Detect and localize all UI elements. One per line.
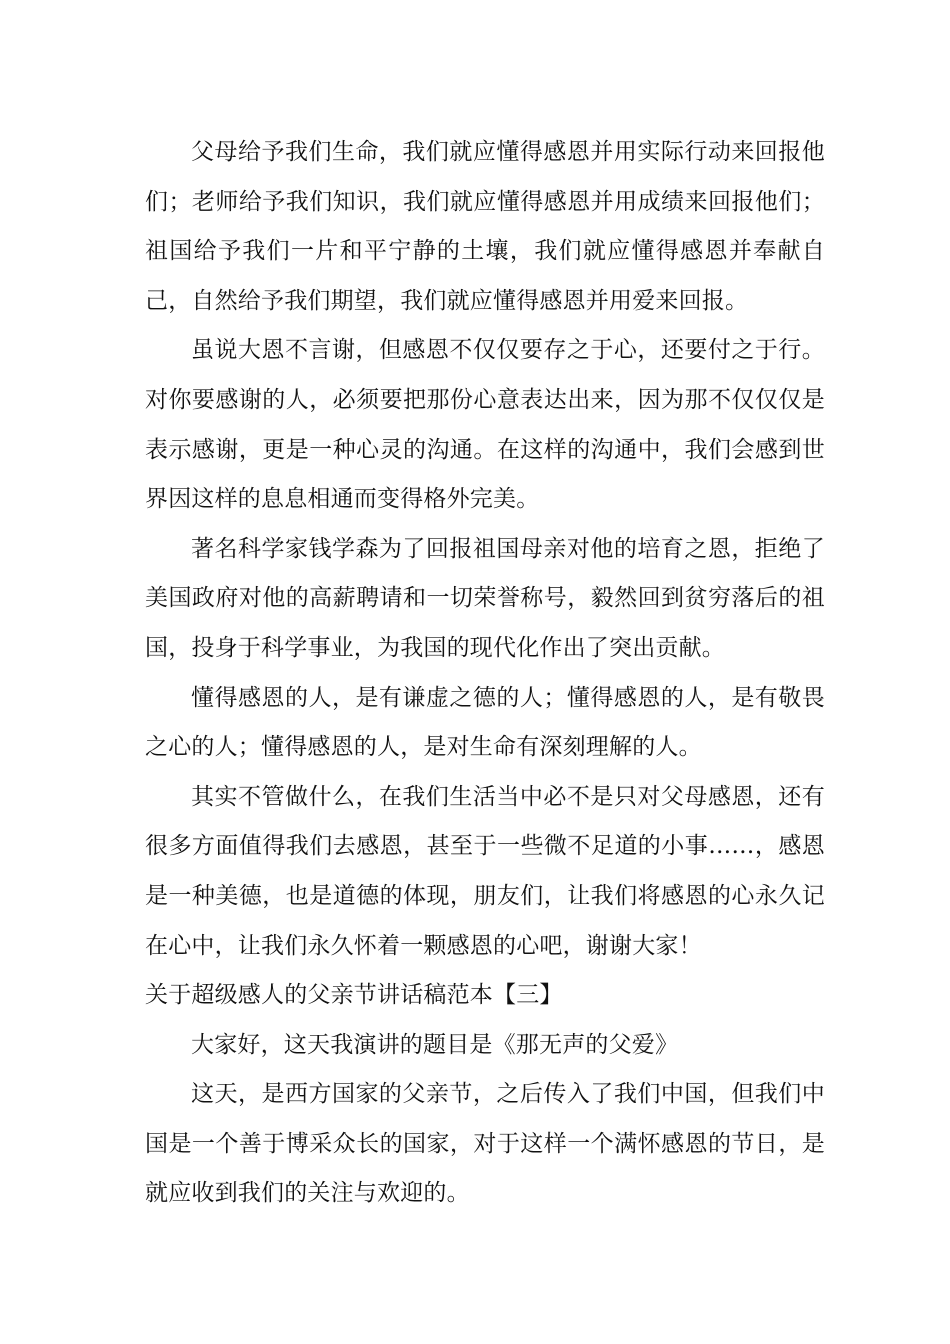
paragraph-fathers-day: 这天，是西方国家的父亲节，之后传入了我们中国，但我们中国是一个善于博采众长的国家，对于这样一个满怀感恩的节日，是就应收到我们的关注与欢迎的。: [145, 1081, 825, 1207]
paragraph-gratitude-parents: 父母给予我们生命，我们就应懂得感恩并用实际行动来回报他们；老师给予我们知识，我们就应懂得感恩并用成绩来回报他们；祖国给予我们一片和平宁静的土壤，我们就应懂得感恩并奉献自己，自然给予我们期望，我们就应懂得感恩并用爱来回报。: [145, 139, 825, 314]
paragraph-qian-xuesen: 著名科学家钱学森为了回报祖国母亲对他的培育之恩，拒绝了美国政府对他的高薪聘请和一切荣誉称号，毅然回到贫穷落后的祖国，投身于科学事业，为我国的现代化作出了突出贡献。: [145, 535, 825, 661]
paragraph-gratitude-action: 虽说大恩不言谢，但感恩不仅仅要存之于心，还要付之于行。对你要感谢的人，必须要把那份心意表达出来，因为那不仅仅仅是表示感谢，更是一种心灵的沟通。在这样的沟通中，我们会感到世界因这样的息息相通而变得格外完美。: [145, 337, 825, 513]
paragraph-greeting: 大家好，这天我演讲的题目是《那无声的父爱》: [191, 1031, 679, 1058]
paragraph-grateful-people: 懂得感恩的人，是有谦虚之德的人；懂得感恩的人，是有敬畏之心的人；懂得感恩的人，是对生命有深刻理解的人。: [145, 684, 825, 761]
paragraph-closing: 其实不管做什么，在我们生活当中必不是只对父母感恩，还有很多方面值得我们去感恩，甚至于一些微不足道的小事……，感恩是一种美德，也是道德的体现，朋友们，让我们将感恩的心永久记在心中，让我们永久怀着一颗感恩的心吧，谢谢大家！: [145, 783, 825, 959]
section-heading: 关于超级感人的父亲节讲话稿范本【三】: [145, 982, 563, 1009]
document-page: [145, 128, 825, 1219]
